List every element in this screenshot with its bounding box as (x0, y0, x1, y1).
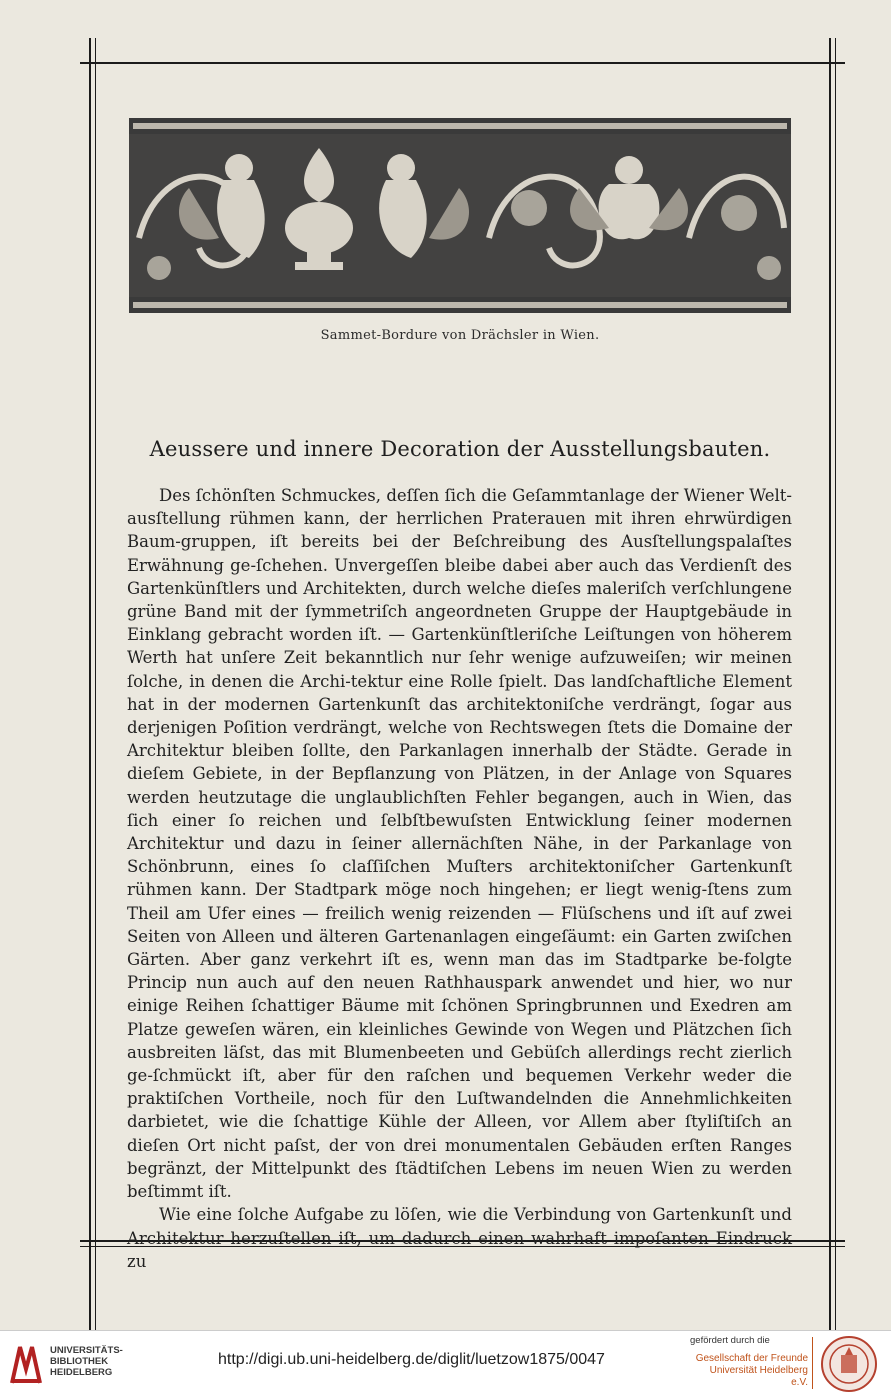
left-outer-rule (89, 38, 91, 1330)
digitization-footer (0, 1330, 891, 1396)
article-body (127, 484, 792, 1273)
velvet-border-illustration (129, 118, 791, 313)
permalink-url[interactable]: http://digi.ub.uni-heidelberg.de/diglit/luetzow1875/0047 (218, 1351, 605, 1368)
paragraph-1: Des ſchönſten Schmuckes, deſſen ſich die Geſammtanlage der Wiener Welt-ausſtellung rühmen kann, der herrlichen Praterauen mit ihren ehrwürdigen Baum-gruppen, iſt bereits bei der Beſchreibung des Ausſtellungspalaſtes Erwähnung ge-ſchehen. Unvergeſſen bleibe dabei aber auch das Verdienſt des Gartenkünſtlers und Architekten, durch welche dieſes maleriſch verſchlungene grüne Band mit der ſymmetriſch angeordneten Gruppe der Hauptgebäude in Einklang gebracht worden iſt. — Gartenkünſtleriſche Leiſtungen von höherem Werth hat unſere Zeit bekanntlich nur ſehr wenige aufzuweiſen; wir meinen ſolche, in denen die Archi-tektur eine Rolle ſpielt. Das landſchaftliche Element hat in der modernen Gartenkunſt das architektoniſche verdrängt, ſogar aus derjenigen Poſition verdrängt, welche von Rechtswegen ſtets die Domaine der Architektur bleiben ſollte, den Parkanlagen innerhalb der Städte. Gerade in dieſem Gebiete, in der Bepflanzung von Plätzen, in der Anlage von Squares werden heutzutage die unglaublichſten Fehler begangen, auch in Wien, das ſich einer ſo reichen und ſelbſtbewuſsten Entwicklung ſeiner modernen Architektur und dazu in ſeiner allernächſten Nähe, in der Parkanlage von Schönbrunn, eines ſo claſſiſchen Muſters architektoniſcher Gartenkunſt rühmen kann. Der Stadtpark möge noch hingehen; er liegt wenig-ſtens zum Theil am Ufer eines — freilich wenig reizenden — Flüſschens und iſt auf zwei Seiten von Alleen und älteren Gartenanlagen eingeſäumt: ein Garten zwiſchen Gärten. Aber ganz verkehrt iſt es, wenn man das im Stadtparke be-folgte Princip nun auch auf den neuen Rathhauspark anwendet und hier, wo nur einige Reihen ſchattiger Bäume mit ſchönen Springbrunnen und Exedren am Platze geweſen wären, ein kleinliches Gewinde von Wegen und Plätzchen ſich ausbreiten läſst, das mit Blumenbeeten und Gebüſch allerdings recht zierlich ge-ſchmückt iſt, aber für den raſchen und bequemen Verkehr weder die praktiſchen Vortheile, noch für den Luſtwandelnden die Annehmlichkeiten darbietet, wie die ſchattige Kühle der Alleen, vor Allem aber ſtyliſtiſch an dieſen Ort nicht paſst, der von drei monumentalen Gebäuden erſten Ranges begränzt, der Mittelpunkt des ſtädtiſchen Lebens im neuen Wien zu werden beſtimmt iſt. (127, 486, 792, 1202)
sponsor-name: Gesellschaft der Freunde Universität Heidelberg e.V. (695, 1353, 808, 1388)
sponsor-label: gefördert durch die (690, 1335, 770, 1346)
left-inner-rule (95, 38, 96, 1330)
top-rule (80, 62, 845, 64)
right-inner-rule (835, 38, 836, 1330)
right-outer-rule (829, 38, 831, 1330)
article-heading: Aeussere und innere Decoration der Ausstellungsbauten. (149, 437, 771, 461)
university-seal-icon (820, 1335, 878, 1393)
library-logo-icon (8, 1339, 44, 1387)
figure-caption: Sammet-Bordure von Drächsler in Wien. (320, 328, 600, 343)
library-name: UNIVERSITÄTS- BIBLIOTHEK HEIDELBERG (50, 1345, 123, 1378)
paragraph-2: Wie eine ſolche Aufgabe zu löſen, wie die Verbindung von Gartenkunſt und Architektur herzuſtellen iſt, um dadurch einen wahrhaft impoſanten Eindruck zu (127, 1205, 792, 1271)
sponsor-divider (812, 1337, 813, 1389)
